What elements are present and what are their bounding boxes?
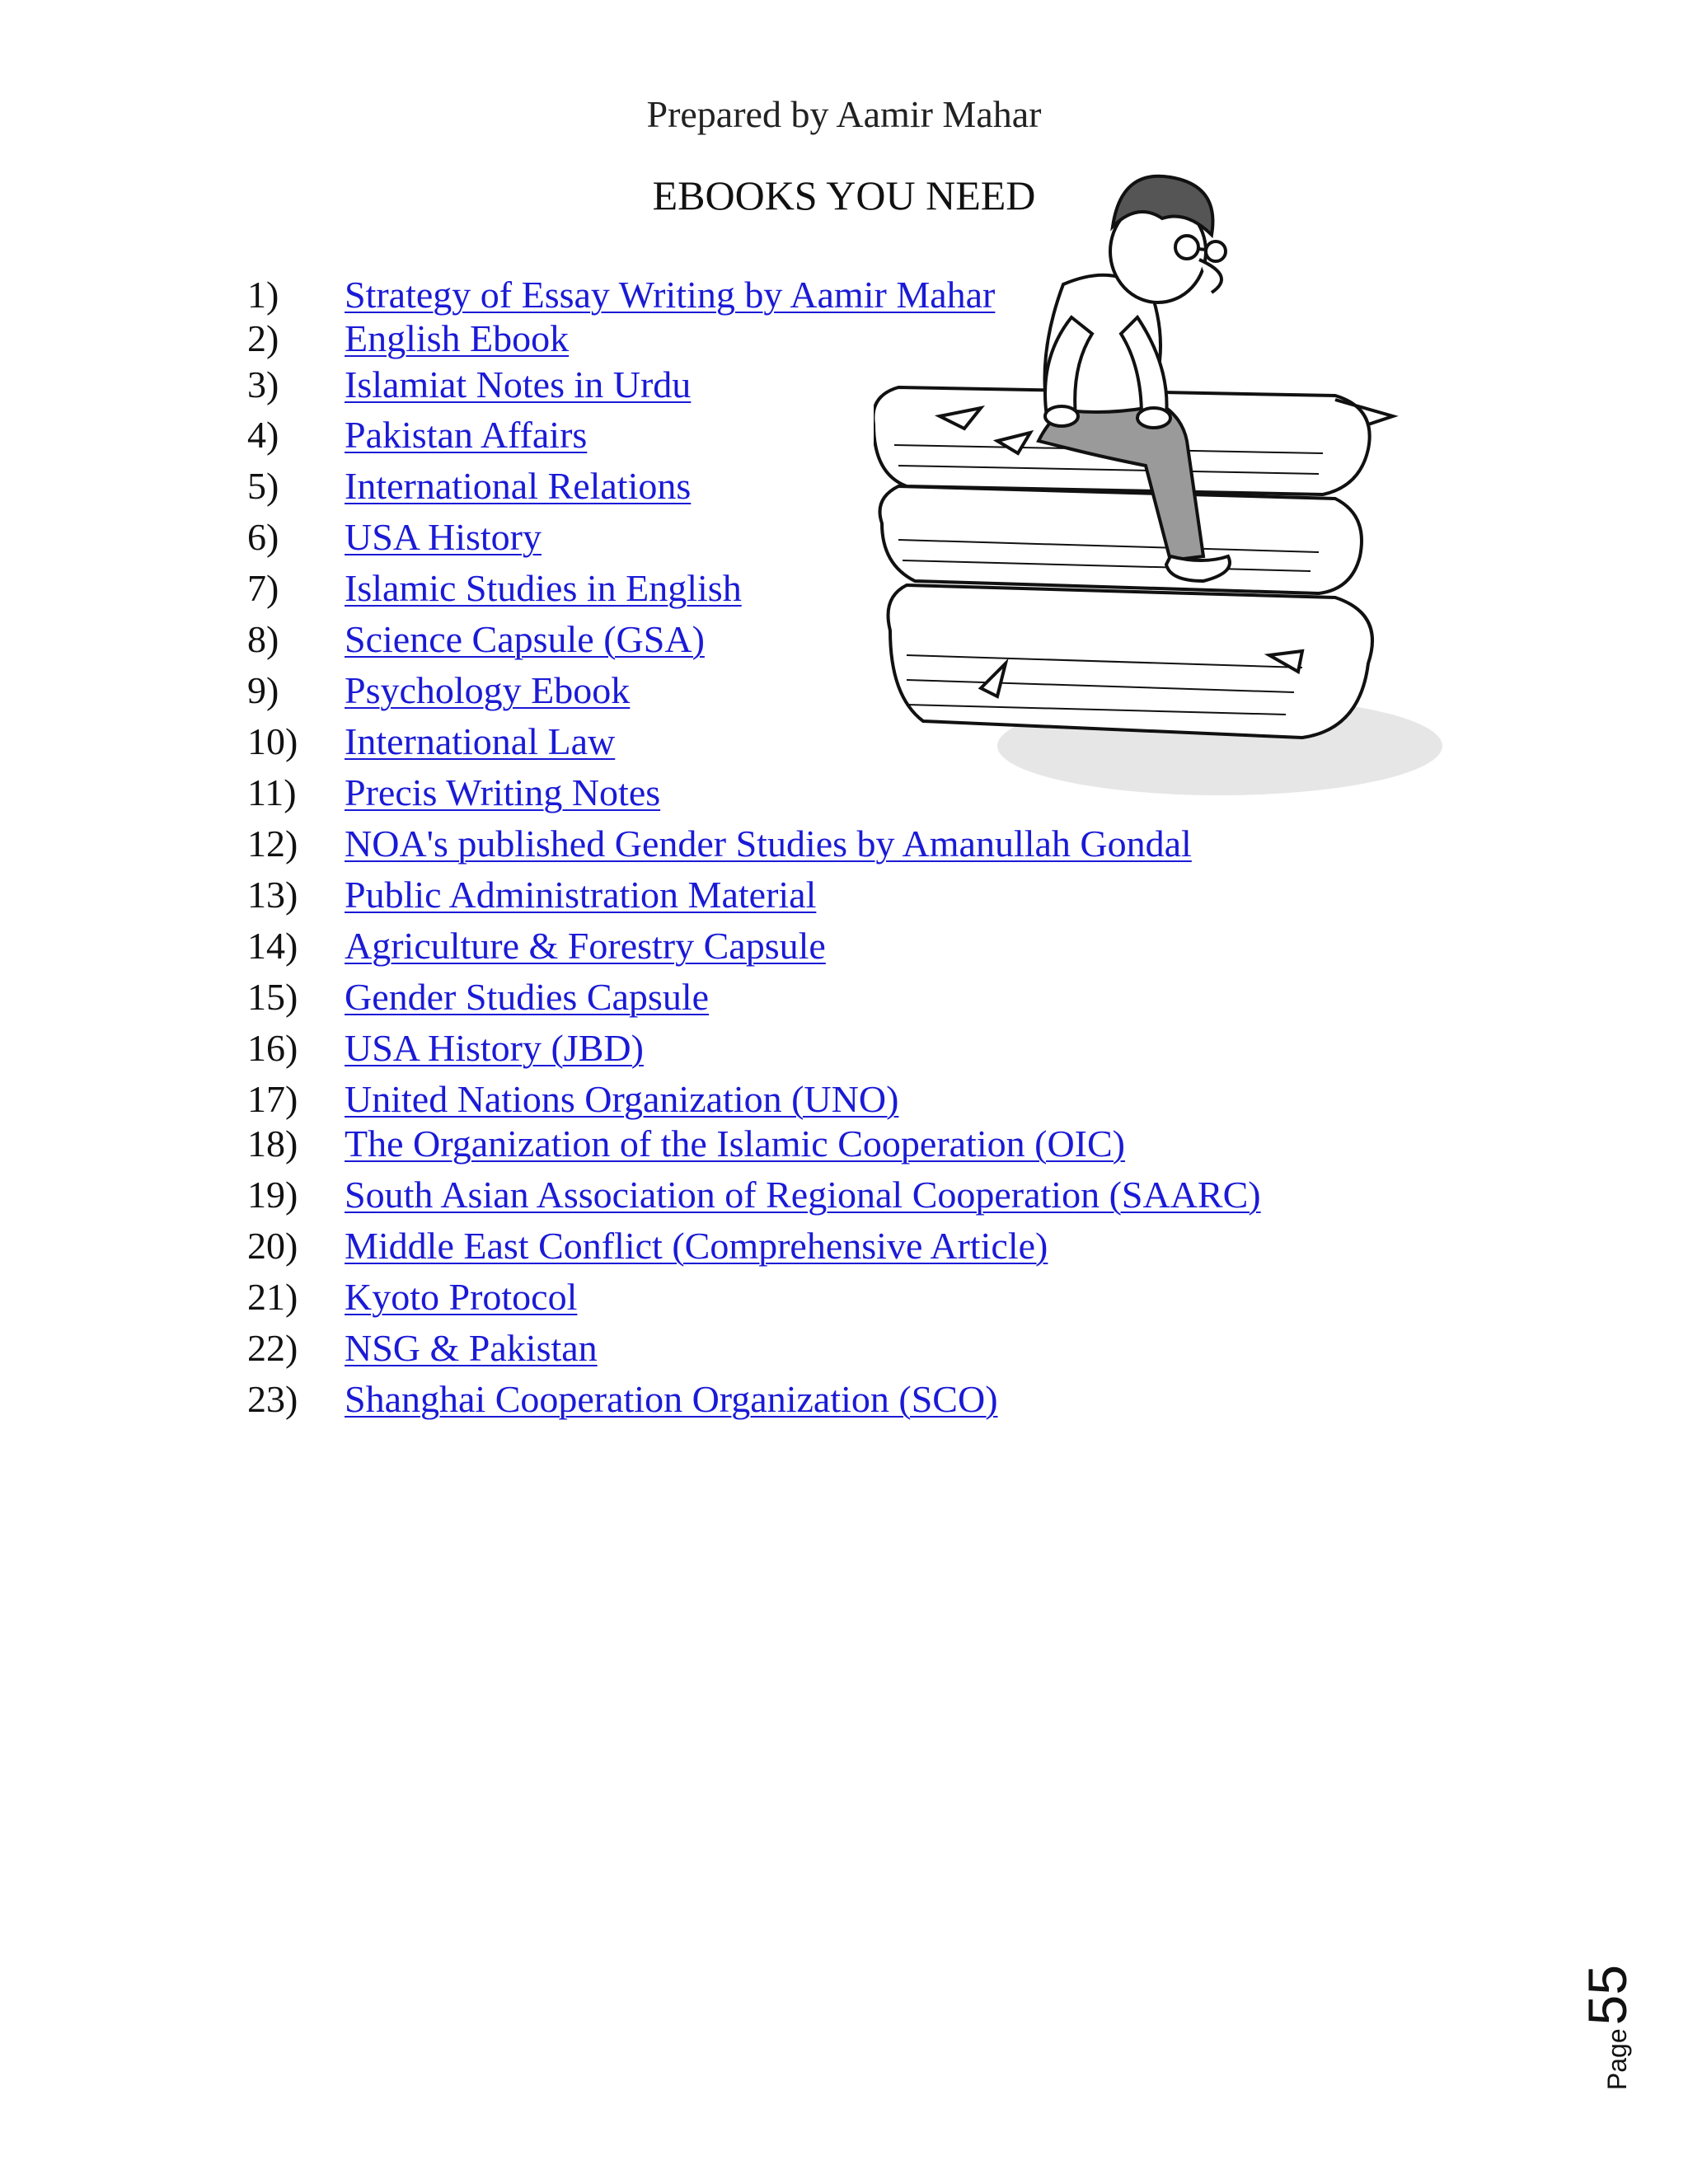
item-number: 12) bbox=[247, 823, 298, 865]
item-number: 17) bbox=[247, 1078, 298, 1120]
ebook-link[interactable]: Precis Writing Notes bbox=[345, 771, 661, 813]
ebook-link[interactable]: Pakistan Affairs bbox=[345, 414, 588, 456]
ebook-link[interactable]: Middle East Conflict (Comprehensive Article) bbox=[345, 1225, 1048, 1267]
item-number: 14) bbox=[247, 925, 298, 967]
ebook-link[interactable]: Public Administration Material bbox=[345, 874, 817, 916]
page-number: 55 bbox=[1577, 1964, 1638, 2026]
ebook-link[interactable]: USA History (JBD) bbox=[345, 1027, 644, 1069]
ebook-list bbox=[247, 0, 1401, 1483]
ebook-link[interactable]: NSG & Pakistan bbox=[345, 1327, 598, 1369]
ebook-link[interactable]: United Nations Organization (UNO) bbox=[345, 1078, 899, 1120]
item-number: 15) bbox=[247, 976, 298, 1018]
ebook-link[interactable]: English Ebook bbox=[345, 317, 570, 359]
item-number: 23) bbox=[247, 1378, 298, 1420]
page-header: Prepared by Aamir Mahar bbox=[646, 93, 1042, 135]
item-number: 1) bbox=[247, 274, 279, 316]
ebook-link[interactable]: Science Capsule (GSA) bbox=[345, 618, 705, 660]
ebook-link[interactable]: Strategy of Essay Writing by Aamir Mahar bbox=[345, 274, 996, 316]
item-number: 9) bbox=[247, 669, 279, 711]
ebook-link[interactable]: Islamic Studies in English bbox=[345, 567, 742, 609]
ebook-link[interactable]: Shanghai Cooperation Organization (SCO) bbox=[345, 1378, 998, 1420]
page-title: EBOOKS YOU NEED bbox=[652, 172, 1036, 218]
item-number: 7) bbox=[247, 567, 279, 609]
item-number: 18) bbox=[247, 1122, 298, 1165]
item-number: 2) bbox=[247, 317, 279, 359]
item-number: 22) bbox=[247, 1327, 298, 1369]
item-number: 13) bbox=[247, 874, 298, 916]
ebook-link[interactable]: Agriculture & Forestry Capsule bbox=[345, 925, 826, 967]
page-number-footer bbox=[1566, 1953, 1648, 2102]
item-number: 19) bbox=[247, 1174, 298, 1216]
ebook-link[interactable]: Gender Studies Capsule bbox=[345, 976, 710, 1018]
item-number: 11) bbox=[247, 771, 297, 813]
ebook-link[interactable]: USA History bbox=[345, 516, 542, 558]
item-number: 4) bbox=[247, 414, 279, 456]
ebook-link[interactable]: The Organization of the Islamic Cooperation (OIC) bbox=[345, 1122, 1125, 1165]
page-word: Page bbox=[1602, 2028, 1632, 2091]
ebook-link[interactable]: Kyoto Protocol bbox=[345, 1276, 578, 1318]
ebook-link[interactable]: Psychology Ebook bbox=[345, 669, 631, 711]
item-number: 10) bbox=[247, 720, 298, 762]
ebook-link[interactable]: Islamiat Notes in Urdu bbox=[345, 363, 692, 405]
item-number: 16) bbox=[247, 1027, 298, 1069]
ebook-link[interactable]: International Relations bbox=[345, 465, 692, 507]
item-number: 3) bbox=[247, 363, 279, 405]
item-number: 5) bbox=[247, 465, 279, 507]
ebook-link[interactable]: International Law bbox=[345, 720, 616, 762]
item-number: 20) bbox=[247, 1225, 298, 1267]
ebook-link[interactable]: NOA's published Gender Studies by Amanullah Gondal bbox=[345, 823, 1192, 865]
item-number: 21) bbox=[247, 1276, 298, 1318]
item-number: 8) bbox=[247, 618, 279, 660]
item-number: 6) bbox=[247, 516, 279, 558]
ebook-link[interactable]: South Asian Association of Regional Cooperation (SAARC) bbox=[345, 1174, 1261, 1216]
